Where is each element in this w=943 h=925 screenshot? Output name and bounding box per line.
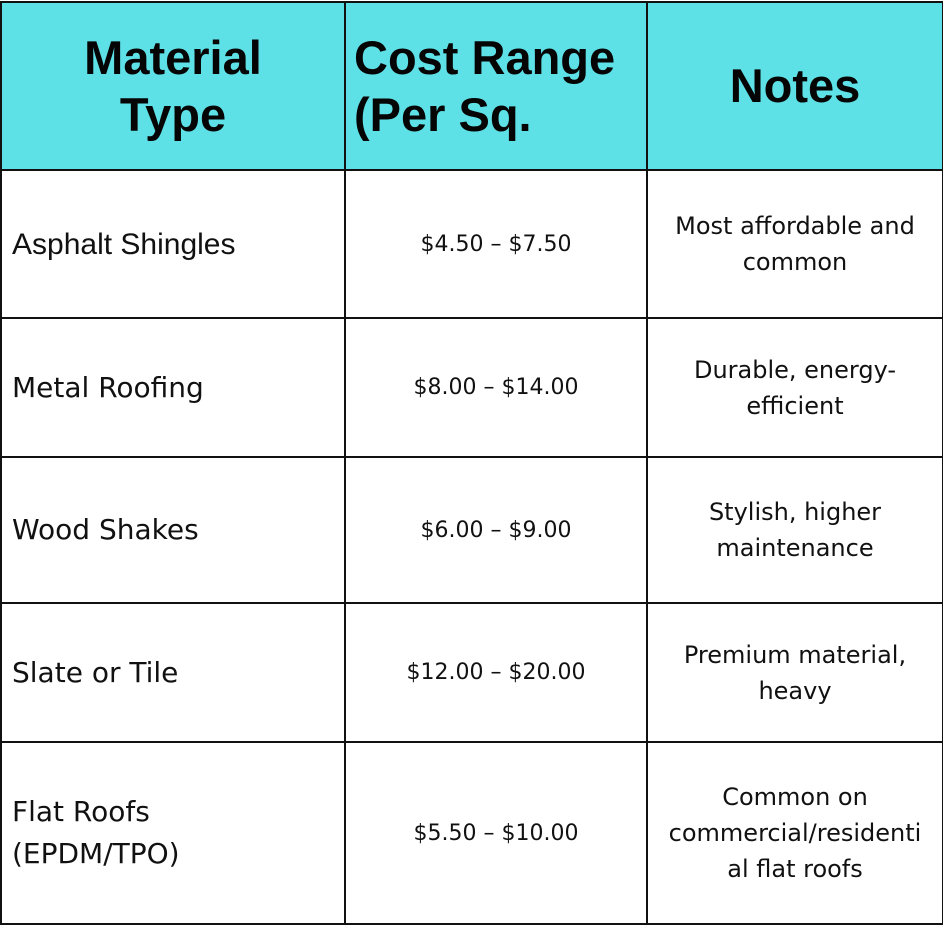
material-cell: Wood Shakes [1, 457, 345, 603]
roofing-cost-table [0, 1, 943, 925]
header-cost-line2: (Per Sq. [354, 88, 532, 141]
notes-cell [647, 318, 943, 457]
notes-line: heavy [758, 676, 832, 705]
table-row [1, 742, 943, 924]
header-row [1, 2, 943, 170]
material-cell: Asphalt Shingles [1, 170, 345, 318]
notes-line: maintenance [716, 534, 874, 562]
notes-line: al flat roofs [727, 855, 863, 883]
material-cell [1, 742, 345, 924]
notes-cell [647, 170, 943, 318]
header-material-type [1, 2, 345, 170]
header-material-line1: Material [84, 30, 262, 84]
header-notes-label: Notes [729, 59, 861, 113]
cost-cell: $12.00 – $20.00 [345, 603, 647, 742]
cost-cell: $6.00 – $9.00 [345, 457, 647, 603]
material-line: Flat Roofs [12, 795, 150, 828]
notes-line: efficient [746, 391, 844, 420]
notes-line: commercial/residenti [668, 819, 922, 847]
cost-cell: $4.50 – $7.50 [345, 170, 647, 318]
notes-line: Most affordable and [675, 212, 915, 240]
table-row [1, 170, 943, 318]
material-cell: Slate or Tile [1, 603, 345, 742]
table-row [1, 603, 943, 742]
table-row [1, 457, 943, 603]
header-cost-range [345, 2, 647, 170]
notes-line: common [742, 248, 848, 276]
table-row [1, 318, 943, 457]
notes-cell [647, 603, 943, 742]
notes-line: Durable, energy- [693, 355, 897, 384]
notes-cell [647, 742, 943, 924]
notes-line: Common on [722, 783, 868, 811]
header-material-line2: Type [119, 88, 227, 141]
notes-cell [647, 457, 943, 603]
header-notes [647, 2, 943, 170]
cost-cell: $5.50 – $10.00 [345, 742, 647, 924]
notes-line: Stylish, higher [708, 498, 882, 526]
material-line: (EPDM/TPO) [12, 837, 180, 870]
notes-line: Premium material, [683, 640, 907, 669]
header-cost-line1: Cost Range [354, 30, 616, 84]
cost-cell: $8.00 – $14.00 [345, 318, 647, 457]
material-cell: Metal Roofing [1, 318, 345, 457]
